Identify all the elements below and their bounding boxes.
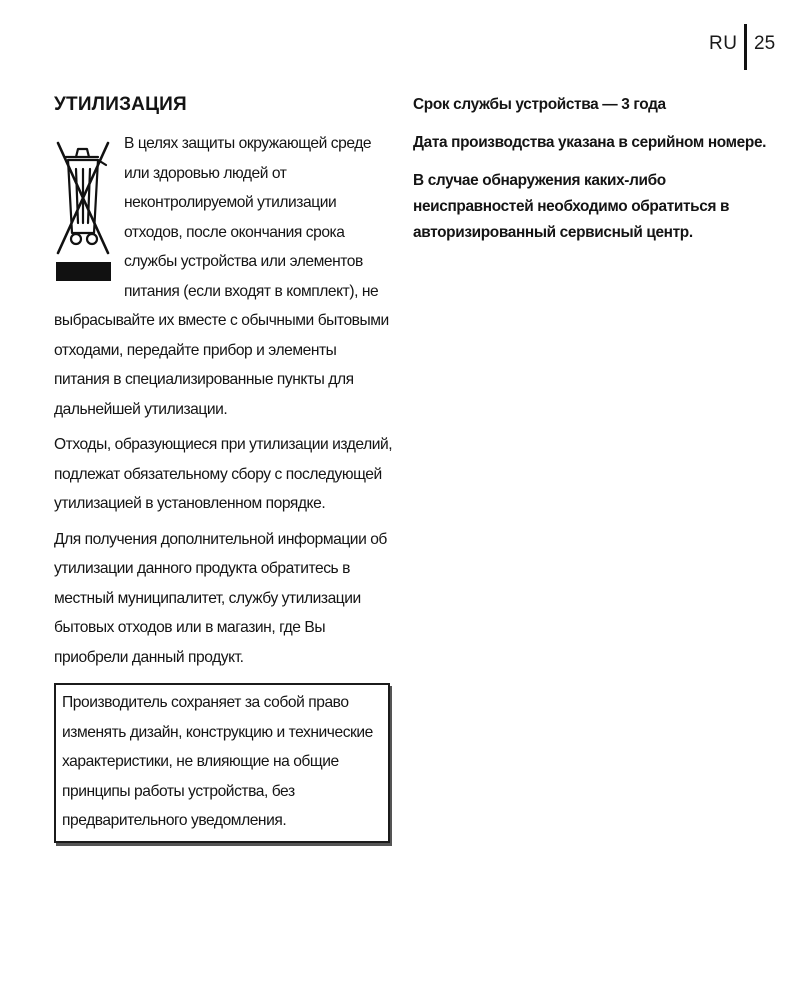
section-title: УТИЛИЗАЦИЯ [54, 94, 187, 115]
disposal-paragraph: В целях защиты окружающей среде или здоровью людей от неконтролируемой утилизации отходов, после окончания срока службы устройства или элементов питания (если входят в комплект), не выбрасывайте их вместе с обычными бытовыми отходами, передайте прибор и элементы питания в специализированные пункты для дальнейшей утилизации. [54, 135, 389, 418]
page-number: 25 [754, 33, 776, 54]
crossed-out-wheelie-bin-icon [54, 135, 112, 295]
language-code: RU [709, 33, 738, 54]
service-life-text: Срок службы устройства — 3 года [413, 96, 666, 113]
manufacturer-notice-text: Производитель сохраняет за собой право изменять дизайн, конструкцию и технические характеристики, не влияющие на общие принципы работы устройства, без предварительного уведомления. [62, 694, 373, 829]
service-info-section [413, 92, 773, 258]
waste-collection-paragraph: Отходы, образующиеся при утилизации изделий, подлежат обязательному сбору с последующей утилизацией в установленном порядке. [54, 436, 393, 512]
header-divider [744, 24, 747, 70]
disposal-section [54, 92, 394, 843]
service-center-text: В случае обнаружения каких-либо неисправностей необходимо обратиться в авторизированный сервисный центр. [413, 172, 730, 241]
more-info-paragraph: Для получения дополнительной информации об утилизации данного продукта обратитесь в местный муниципалитет, службу утилизации бытовых отходов или в магазин, где Вы приобрели данный продукт. [54, 530, 387, 666]
manufacturer-notice-box [54, 683, 390, 843]
production-date-text: Дата производства указана в серийном номере. [413, 134, 767, 151]
